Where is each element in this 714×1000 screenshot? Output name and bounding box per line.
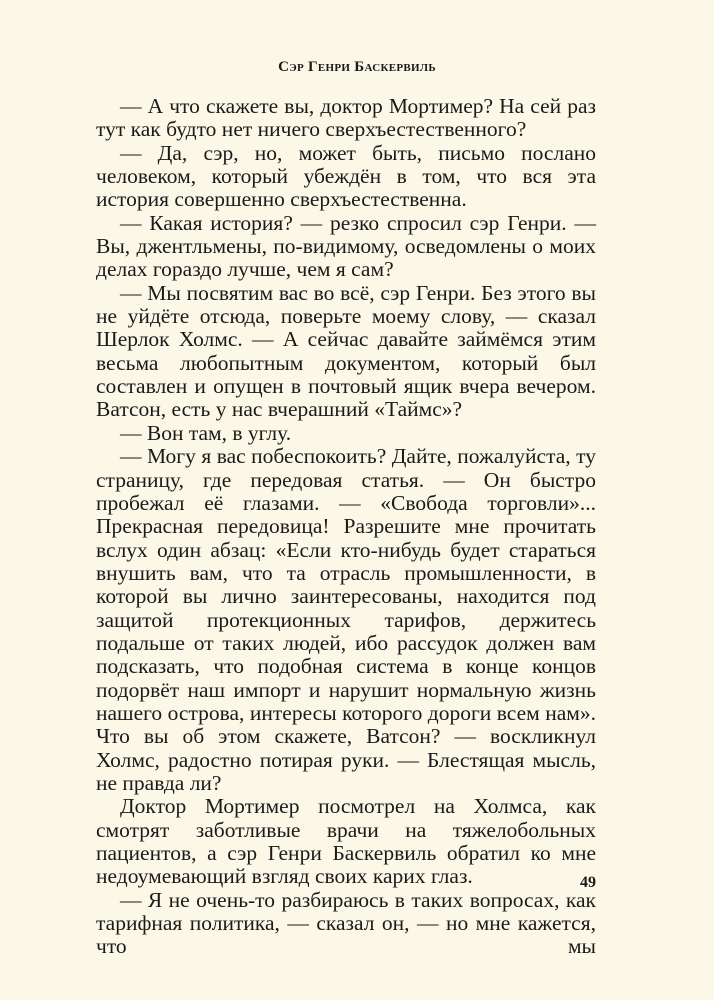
paragraph-1: — А что скажете вы, доктор Мортимер? На сей раз тут как будто нет ничего сверхъестественного? bbox=[96, 94, 596, 142]
paragraph-8: — Я не очень-то разбираюсь в таких вопросах, как тарифная политика, — сказал он, — но мне кажется, что мы bbox=[96, 887, 596, 959]
body-text bbox=[96, 95, 596, 959]
running-head: Сэр Генри Баскервиль bbox=[278, 59, 436, 75]
paragraph-7: Доктор Мортимер посмотрел на Холмса, как смотрят заботливые врачи на тяжелобольных пациентов, а сэр Генри Баскервиль обратил ко мне недоумевающий взгляд своих карих глаз. bbox=[96, 794, 596, 889]
page-number: 49 bbox=[580, 874, 596, 891]
paragraph-3: — Какая история? — резко спросил сэр Генри. — Вы, джентльмены, по-видимому, осведомлены о моих делах гораздо лучше, чем я сам? bbox=[96, 210, 596, 282]
paragraph-6: — Могу я вас побеспокоить? Дайте, пожалуйста, ту страницу, где передовая статья. — Он быстро пробежал её глазами. — «Свобода торговли»... Прекрасная передовица! Разрешите мне прочитать вслух один абзац: «Если кто-нибудь будет стараться внушить вам, что та отрасль промышленности, в которой вы лично заинтересованы, находится под защитой протекционных тарифов, держитесь подальше от таких людей, ибо рассудок должен вам подсказать, что подобная система в конце концов подорвёт наш импорт и нарушит нормальную жизнь нашего острова, интересы которого дороги всем нам». Что вы об этом скажете, Ватсон? — воскликнул Холмс, радостно потирая руки. — Блестящая мысль, не правда ли? bbox=[96, 444, 596, 795]
paragraph-2: — Да, сэр, но, может быть, письмо послано человеком, который убеждён в том, что вся эта история совершенно сверхъестественна. bbox=[96, 140, 596, 212]
paragraph-5: — Вон там, в углу. bbox=[120, 420, 292, 445]
paragraph-4: — Мы посвятим вас во всё, сэр Генри. Без этого вы не уйдёте отсюда, поверьте моему слову, — сказал Шерлок Холмс. — А сейчас давайте займёмся этим весьма любопытным документом, который был составлен и опущен в почтовый ящик вчера вечером. Ватсон, есть у нас вчерашний «Таймс»? bbox=[96, 280, 596, 422]
